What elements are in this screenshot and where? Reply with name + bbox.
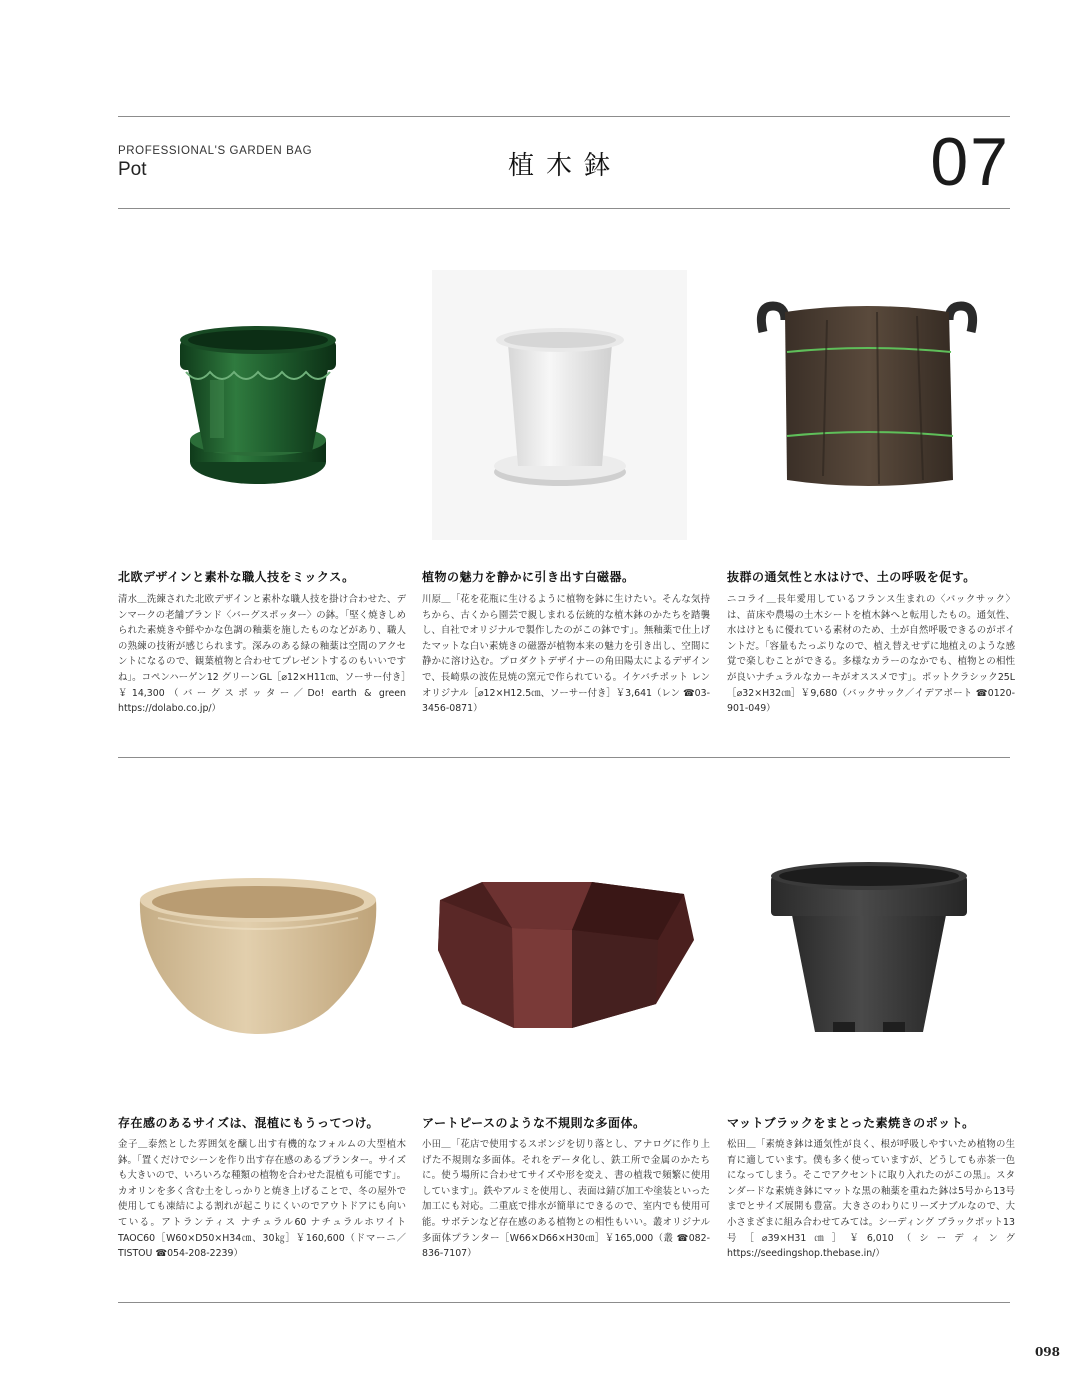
item-heading: 植物の魅力を静かに引き出す白磁器。 [422,570,635,584]
black-pot-image [727,790,1017,1090]
beige-bowl-image [118,790,408,1090]
item-description: 金子＿泰然とした雰囲気を醸し出す有機的なフォルムの大型植木鉢。「置くだけでシーンを作り出す存在感のあるプランター。サイズも大きいので、いろいろな種類の植物を合わせた混植も可能です」。カオリンを多く含む土をしっかりと焼き上げることで、冬の屋外で使用しても凍結による割れが起こりにくいのでアウトドアにも向いている。アトランティス ナチュラル60 ナチュラルホワイト TAOC60［W60×D50×H34㎝、30㎏］￥160,600（ドマーニ／TISTOU ☎054-208-2239） [118,1139,406,1260]
product-photo-white-pot [422,240,712,540]
item-description: 川原＿「花を花瓶に生けるように植物を鉢に生けたい。そんな気持ちから、古くから園芸で親しまれる伝統的な植木鉢のかたちを踏襲し、自社でオリジナルで製作したのがこの鉢です」。無釉薬で仕上げたマットな白い素焼きの磁器が植物本来の魅力を引き出し、空間に静かに溶け込む。プロダクトデザイナーの角田陽太によるデザインで、長崎県の波佐見焼の窯元で作られている。イケバチポット レンオリジナル［⌀12×H12.5㎝、ソーサー付き］￥3,641（レン ☎03-3456-0871） [422,594,710,715]
item-heading: アートピースのような不規則な多面体。 [422,1116,646,1130]
product-photo-fabric-bag [727,240,1017,540]
article-number: 07 [930,124,1010,200]
page-number: 098 [1034,1345,1060,1359]
item-description: 松田＿「素焼き鉢は通気性が良く、根が呼吸しやすいため植物の生育に適しています。僕も多く使っていますが、どうしても赤茶一色になってしまう。そこでアクセントに取り入れたのがこの黒」。スタンダードな素焼き鉢にマットな黒の釉薬を重ねた鉢は5号から13号までとサイズ展開も豊富。大きさのわりにリーズナブルなので、大小さまざまに組み合わせてみては。シーディング ブラックポット13号［⌀39×H31㎝］￥6,010（シーディング https://seedingshop.thebase.in/） [727,1139,1015,1260]
product-photo-green-pot [118,240,408,540]
section-name: Pot [118,159,147,180]
product-photo-beige-bowl [118,790,408,1090]
item-heading: 抜群の通気性と水はけで、土の呼吸を促す。 [727,570,976,584]
header-rule [118,208,1010,209]
header-kicker: PROFESSIONAL'S GARDEN BAG [118,145,313,157]
product-photo-polyhedron [422,790,712,1090]
polyhedron-image [422,790,712,1090]
fabric-bag-image [727,240,1017,540]
item-description: 小田＿「花店で使用するスポンジを切り落とし、アナログに作り上げた不規則な多面体。それをデータ化し、鉄工所で金属のかたちに。使う場所に合わせてサイズや形を変え、書の植栽で頻繁に使用しています」。鉄やアルミを使用し、表面は錆び加工や塗装といった加工にも対応。二重底で排水が簡単にできるので、室内でも使用可能。サボテンなど存在感のある植物との相性もいい。叢オリジナル 多面体プランター［W66×D66×H30㎝］￥165,000（叢 ☎082-836-7107） [422,1139,710,1260]
row-divider [118,757,1010,758]
top-rule [118,116,1010,117]
item-heading: 北欧デザインと素朴な職人技をミックス。 [118,570,355,584]
product-photo-black-pot [727,790,1017,1090]
item-description: 清水＿洗練された北欧デザインと素朴な職人技を掛け合わせた、デンマークの老舗ブランド〈バーグスポッター〉の鉢。「堅く焼きしめられた素焼きや鮮やかな色調の釉薬を施したものなどがあり、職人の熟練の技術が感じられます。深みのある緑の釉薬は空間のアクセントになるので、観葉植物と合わせてプレゼントするのもいいですね」。コペンハーゲン12 グリーンGL［⌀12×H11㎝、ソーサー付き］￥14,300（バーグスポッター／Do! earth & green https://dolabo.co.jp/） [118,594,406,715]
item-description: ニコライ＿長年愛用しているフランス生まれの〈バックサック〉は、苗床や農場の土木シートを植木鉢へと転用したもの。通気性、水はけともに優れている素材のため、土が自然呼吸できるのがポイントだ。「容量もたっぷりなので、植え替えせずに地植えのような感覚で楽しむことができる。多様なカラーのなかでも、植物との相性が良いナチュラルなカーキがオススメです」。ポットクラシック25L［⌀32×H32㎝］￥9,680（バックサック／イデアポート ☎0120-901-049） [727,594,1015,715]
green-pot-image [118,240,408,540]
item-heading: マットブラックをまとった素焼きのポット。 [727,1116,975,1130]
item-heading: 存在感のあるサイズは、混植にもうってつけ。 [118,1116,380,1130]
bottom-rule [118,1302,1010,1303]
white-pot-image [422,240,712,540]
page-title: 植木鉢 [507,151,622,181]
